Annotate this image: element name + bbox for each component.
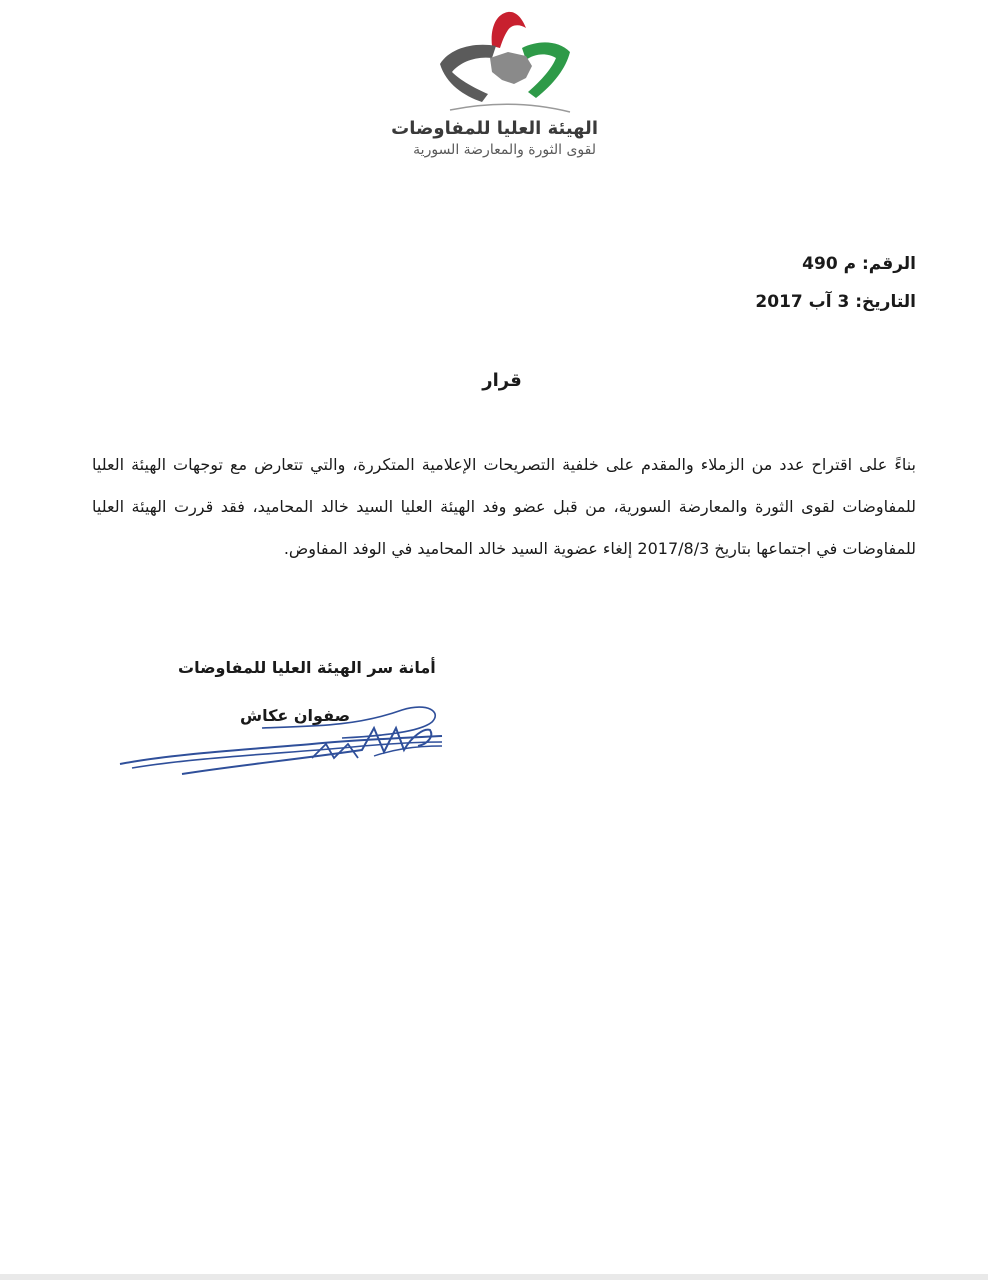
organization-logo: [430, 6, 580, 116]
signatory-name: صفوان عكاش: [240, 706, 351, 725]
organization-name: الهيئة العليا للمفاوضات: [391, 118, 598, 139]
logo-gray-ribbon: [440, 45, 496, 102]
decision-body: بناءً على اقتراح عدد من الزملاء والمقدم على خلفية التصريحات الإعلامية المتكررة، والتي تتعارض مع توجهات الهيئة العليا للمفاوضات لقوى الثورة والمعارضة السورية، من قبل عضو وفد الهيئة العليا السيد خالد المحاميد، فقد قررت الهيئة العليا للمفاوضات في اجتماعها بتاريخ 2017/8/3 إلغاء عضوية السيد خالد المحاميد في الوفد المفاوض.: [92, 455, 916, 558]
organization-subtitle: لقوى الثورة والمعارضة السورية: [413, 142, 596, 158]
page-bottom-edge: [0, 1274, 988, 1280]
logo-red-ribbon: [492, 12, 526, 48]
reference-date: التاريخ: 3 آب 2017: [755, 292, 916, 312]
logo-map-shape: [490, 52, 532, 84]
logo-arc: [450, 104, 570, 112]
decision-title: قرار: [482, 370, 522, 391]
signature-office: أمانة سر الهيئة العليا للمفاوضات: [178, 658, 436, 677]
reference-number: الرقم: م 490: [802, 254, 916, 274]
handwritten-signature: [112, 688, 452, 788]
